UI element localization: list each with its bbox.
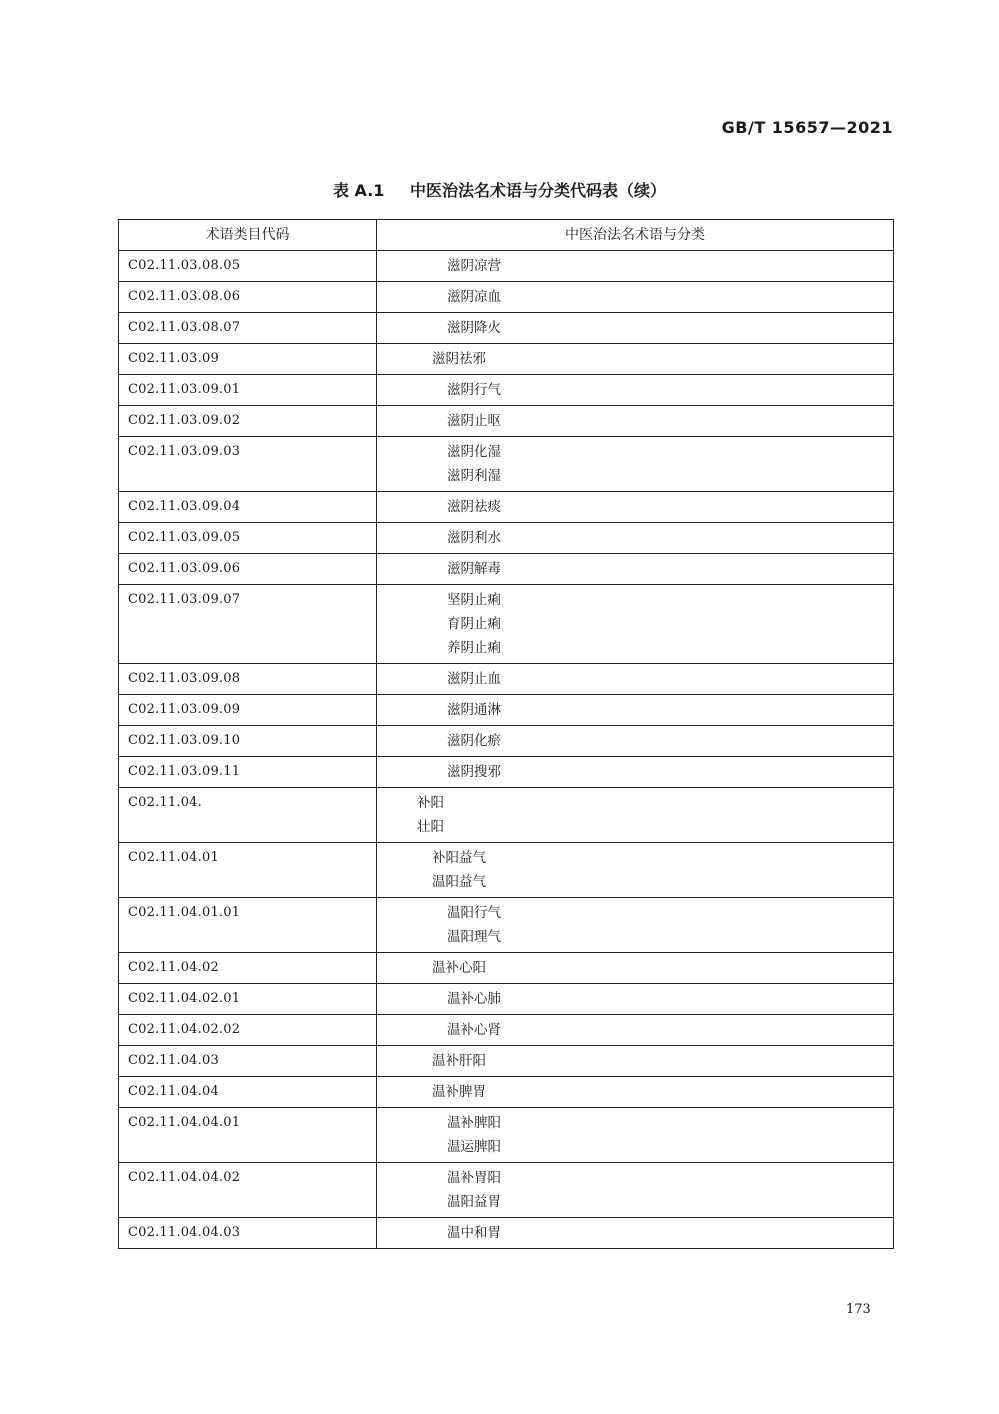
term-name: 滋阴祛邪 [432, 351, 486, 367]
term-name: 温补胃阳 [447, 1170, 501, 1186]
term-code-cell: C02.11.03.09.11 [119, 757, 377, 788]
term-code-cell: C02.11.03.09 [119, 344, 377, 375]
term-name: 温补脾阳 [447, 1115, 501, 1131]
table-row [119, 344, 894, 375]
term-code-cell: C02.11.04.02 [119, 953, 377, 984]
term-name: 滋阴通淋 [447, 702, 501, 718]
table-row [119, 585, 894, 664]
table-row [119, 757, 894, 788]
table-row [119, 406, 894, 437]
term-name-cell [377, 313, 894, 344]
term-code-cell: C02.11.04.01.01 [119, 898, 377, 953]
table-row [119, 492, 894, 523]
term-name: 温补心肾 [447, 1022, 501, 1038]
standard-number: GB/T 15657—2021 [721, 118, 893, 137]
term-name: 育阴止痢 [447, 616, 501, 632]
term-name: 补阳益气 [432, 850, 486, 866]
term-name: 滋阴利水 [447, 530, 501, 546]
term-name: 滋阴行气 [447, 382, 501, 398]
term-name-cell [377, 1046, 894, 1077]
term-name: 滋阴化湿 [447, 444, 501, 460]
table-header-row [119, 220, 894, 251]
table-row [119, 437, 894, 492]
table-row [119, 843, 894, 898]
term-code-cell: C02.11.03.08.06 [119, 282, 377, 313]
term-name: 滋阴搜邪 [447, 764, 501, 780]
term-name-cell [377, 523, 894, 554]
term-name-cell [377, 585, 894, 664]
term-name-cell [377, 1218, 894, 1249]
column-header-code: 术语类目代码 [119, 220, 377, 251]
term-code-cell: C02.11.03.09.07 [119, 585, 377, 664]
term-name: 温阳益气 [432, 874, 486, 890]
term-name: 补阳 [417, 795, 444, 811]
term-code-cell: C02.11.03.08.07 [119, 313, 377, 344]
table-row [119, 953, 894, 984]
term-code-cell: C02.11.03.09.06 [119, 554, 377, 585]
table-row [119, 898, 894, 953]
term-code-cell: C02.11.03.08.05 [119, 251, 377, 282]
term-name-cell [377, 1015, 894, 1046]
term-name-cell [377, 1163, 894, 1218]
term-name: 滋阴化瘀 [447, 733, 501, 749]
term-name-cell [377, 664, 894, 695]
table-row [119, 523, 894, 554]
term-name: 坚阴止痢 [447, 592, 501, 608]
term-name-cell [377, 492, 894, 523]
term-name: 温中和胃 [447, 1225, 501, 1241]
table-row [119, 375, 894, 406]
table-title-text: 中医治法名术语与分类代码表（续） [410, 181, 667, 200]
table-row [119, 984, 894, 1015]
term-name: 养阴止痢 [447, 640, 501, 656]
term-name: 滋阴凉血 [447, 289, 501, 305]
term-name-cell [377, 898, 894, 953]
table-row [119, 695, 894, 726]
table-row [119, 1218, 894, 1249]
term-name: 温阳行气 [447, 905, 501, 921]
term-code-cell: C02.11.03.09.08 [119, 664, 377, 695]
term-name-cell [377, 1077, 894, 1108]
term-code-cell: C02.11.03.09.09 [119, 695, 377, 726]
table-row [119, 726, 894, 757]
term-name: 壮阳 [417, 819, 444, 835]
term-code-cell: C02.11.04.04.03 [119, 1218, 377, 1249]
term-code-cell: C02.11.03.09.05 [119, 523, 377, 554]
table-row [119, 1108, 894, 1163]
term-name: 温补心阳 [432, 960, 486, 976]
term-name: 滋阴利湿 [447, 468, 501, 484]
term-name-cell [377, 282, 894, 313]
table-title-number: 表 A.1 [332, 181, 385, 200]
term-name: 温补心肺 [447, 991, 501, 1007]
term-code-cell: C02.11.04.04.01 [119, 1108, 377, 1163]
term-code-cell: C02.11.03.09.03 [119, 437, 377, 492]
term-name: 温运脾阳 [447, 1139, 501, 1155]
table-row [119, 664, 894, 695]
term-code-cell: C02.11.04.02.02 [119, 1015, 377, 1046]
table-row [119, 1163, 894, 1218]
table-body [119, 251, 894, 1249]
term-name-cell [377, 554, 894, 585]
term-code-cell: C02.11.04.04 [119, 1077, 377, 1108]
term-name-cell [377, 406, 894, 437]
term-name: 滋阴凉营 [447, 258, 501, 274]
table-row [119, 1046, 894, 1077]
term-name: 温补脾胃 [432, 1084, 486, 1100]
table-row [119, 554, 894, 585]
column-header-term: 中医治法名术语与分类 [377, 220, 894, 251]
term-name-cell [377, 375, 894, 406]
term-code-cell: C02.11.04.04.02 [119, 1163, 377, 1218]
term-name: 温阳理气 [447, 929, 501, 945]
term-name: 滋阴止呕 [447, 413, 501, 429]
term-name-cell [377, 251, 894, 282]
term-code-cell: C02.11.04.01 [119, 843, 377, 898]
term-name-cell [377, 984, 894, 1015]
term-name-cell [377, 344, 894, 375]
term-name-cell [377, 695, 894, 726]
term-name: 滋阴祛痰 [447, 499, 501, 515]
term-name: 温补肝阳 [432, 1053, 486, 1069]
term-name: 滋阴止血 [447, 671, 501, 687]
term-name-cell [377, 726, 894, 757]
table-title [0, 178, 999, 201]
term-name-cell [377, 843, 894, 898]
term-name-cell [377, 437, 894, 492]
term-code-cell: C02.11.03.09.02 [119, 406, 377, 437]
page-number: 173 [846, 1302, 871, 1317]
term-code-cell: C02.11.03.09.10 [119, 726, 377, 757]
term-code-cell: C02.11.03.09.01 [119, 375, 377, 406]
term-code-cell: C02.11.04. [119, 788, 377, 843]
term-name-cell [377, 757, 894, 788]
table-row [119, 1077, 894, 1108]
term-name-cell [377, 1108, 894, 1163]
term-name-cell [377, 953, 894, 984]
term-code-cell: C02.11.04.02.01 [119, 984, 377, 1015]
table-row [119, 788, 894, 843]
term-name-cell [377, 788, 894, 843]
table-row [119, 282, 894, 313]
table-row [119, 313, 894, 344]
terms-table [118, 219, 894, 1249]
table-row [119, 251, 894, 282]
term-code-cell: C02.11.04.03 [119, 1046, 377, 1077]
term-name: 温阳益胃 [447, 1194, 501, 1210]
term-code-cell: C02.11.03.09.04 [119, 492, 377, 523]
term-name: 滋阴解毒 [447, 561, 501, 577]
term-name: 滋阴降火 [447, 320, 501, 336]
table-row [119, 1015, 894, 1046]
